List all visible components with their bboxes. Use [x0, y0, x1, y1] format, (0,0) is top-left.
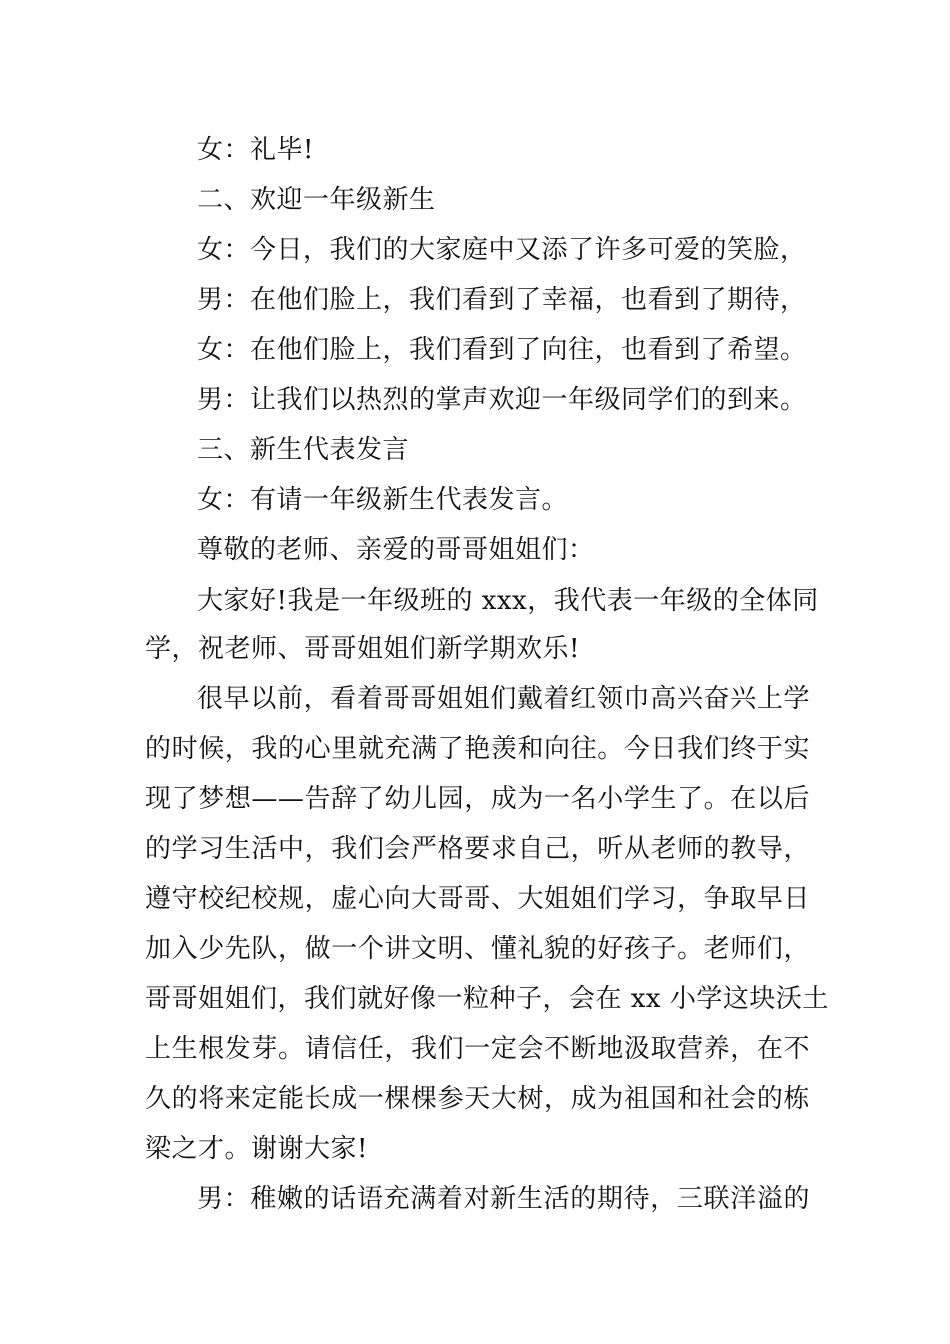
- text-line-8: 女：有请一年级新生代表发言。: [197, 485, 569, 515]
- speech-line-10: 上生根发芽。请信任，我们一定会不断地汲取营养，在不: [145, 1034, 810, 1064]
- speech-line-9: 哥哥姐姐们，我们就好像一粒种子，会在 xx 小学这块沃土: [145, 984, 829, 1014]
- speech-line-12: 梁之才。谢谢大家!: [145, 1134, 368, 1164]
- speech-line-1: 大家好!我是一年级班的 xxx，我代表一年级的全体同: [197, 586, 819, 616]
- text-line-3: 女：今日，我们的大家庭中又添了许多可爱的笑脸，: [197, 235, 807, 265]
- speech-line-4: 的时候，我的心里就充满了艳羡和向往。今日我们终于实: [145, 734, 810, 764]
- speech-line-6: 的学习生活中，我们会严格要求自己，听从老师的教导，: [145, 834, 810, 864]
- speech-line-11: 久的将来定能长成一棵棵参天大树，成为祖国和社会的栋: [145, 1084, 810, 1114]
- speech-line-5: 现了梦想——告辞了幼儿园，成为一名小学生了。在以后: [145, 784, 810, 814]
- speech-line-8: 加入少先队，做一个讲文明、懂礼貌的好孩子。老师们，: [145, 934, 810, 964]
- section-heading-2: 二、欢迎一年级新生: [197, 185, 436, 215]
- speech-line-3: 很早以前，看着哥哥姐姐们戴着红领巾高兴奋兴上学: [197, 684, 810, 714]
- text-line-6: 男：让我们以热烈的掌声欢迎一年级同学们的到来。: [197, 385, 807, 415]
- text-line-4: 男：在他们脸上，我们看到了幸福，也看到了期待，: [197, 285, 807, 315]
- speech-line-7: 遵守校纪校规，虚心向大哥哥、大姐姐们学习，争取早日: [145, 884, 810, 914]
- text-line-final: 男：稚嫩的话语充满着对新生活的期待，三联洋溢的: [197, 1184, 810, 1214]
- salutation-line: 尊敬的老师、亲爱的哥哥姐姐们：: [197, 535, 595, 565]
- speech-line-2: 学，祝老师、哥哥姐姐们新学期欢乐!: [145, 634, 580, 664]
- text-line-5: 女：在他们脸上，我们看到了向往，也看到了希望。: [197, 335, 807, 365]
- section-heading-3: 三、新生代表发言: [197, 435, 410, 465]
- text-line-1: 女：礼毕!: [197, 135, 314, 165]
